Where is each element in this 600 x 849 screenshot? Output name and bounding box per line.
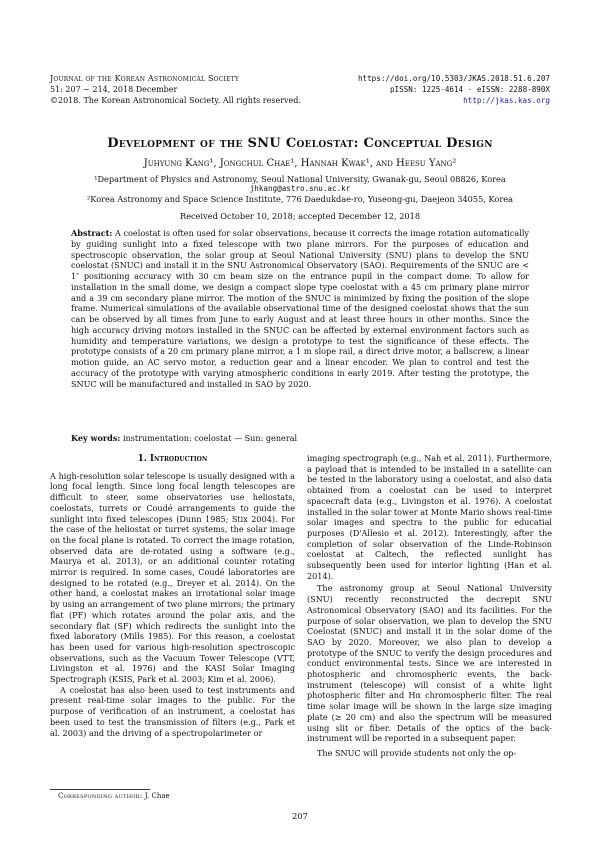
journal-header xyxy=(50,73,301,106)
keywords-label: Key words: xyxy=(71,433,121,443)
corresponding-author-note xyxy=(58,792,170,800)
journal-name: Journal of the Korean Astronomical Society xyxy=(50,74,240,83)
footnote-name: J. Chae xyxy=(144,792,170,800)
paragraph: A high-resolution solar telescope is usually designed with a long focal length. Since long focal length telescopes are difficult to steer, some observatories use heliostats, coelostats, turrets or Coudé arrangements to guide the sunlight into fixed telescopes (Dunn 1985; Stix 2004). For the case of the heliostat or turret systems, the solar image on the focal plane is rotated. To correct the image rotation, observed data are de-rotated using a software (e.g., Maurya et al. 2013), or an additional counter rotating mirror is required. In some cases, Coudé laboratories are designed to be rotated (e.g., Dreyer et al. 2014). On the other hand, a coelostat makes an irrotational solar image by using an arrangement of two plane mirrors; the primary flat (PF) which rotates around the polar axis, and the secondary flat (SF) which redirects the sunlight into the fixed laboratory (Mills 1985). For this reason, a coelostat has been used for various high-resolution spectroscopic observations, such as the Vacuum Tower Telescope (VTT, Livingston et al. 1976) and the KASI Solar Imaging Spectrograph (KSIS, Park et al. 2003; Kim et al. 2006). xyxy=(50,470,295,685)
right-column xyxy=(307,453,552,759)
footnote-label: Corresponding author: xyxy=(58,792,143,800)
affiliation-1: ¹Department of Physics and Astronomy, Seoul National University, Gwanak-gu, Seoul 08826, Korea xyxy=(94,174,506,184)
abstract xyxy=(71,228,529,389)
volume-line: 51: 207 ∼ 214, 2018 December xyxy=(50,85,178,94)
abstract-label: Abstract: xyxy=(71,228,113,238)
paragraph: The SNUC will provide students not only the op- xyxy=(317,747,517,758)
keywords-text: instrumentation: coelostat — Sun: general xyxy=(122,433,298,443)
author-email[interactable]: jhkang@astro.snu.ac.kr xyxy=(249,184,351,193)
doi-link[interactable]: https://doi.org/10.5303/JKAS.2018.51.6.207 xyxy=(357,74,550,83)
keywords xyxy=(71,433,529,443)
paragraph: imaging spectrograph (e.g., Nah et al. 2011). Furthermore, a payload that is intended to be installed in a satellite can be tested in the laboratory using a coelostat, and also data obtained from a coelostat can be used to interpret spacecraft data (e.g., Livingston et al. 1976). A coelostat installed in the solar tower at Monte Mario shows real-time solar images and spectra to the public for educatial purposes (D'Allesio et al. 2012). Interestingly, after the completion of solar observation of the Linde-Robinson coelostat at Caltech, the reflected sunlight has subsequently been used for interior lighting (Han et al. 2014). xyxy=(307,453,552,581)
paper-title: Development of the SNU Coelostat: Conceptual Design xyxy=(107,136,493,151)
left-column xyxy=(50,454,295,738)
affiliation-2: ²Korea Astronomy and Space Science Institute, 776 Daedukdae-ro, Yuseong-gu, Daejeon 34055, Korea xyxy=(87,194,513,204)
issn-line: pISSN: 1225-4614 · eISSN: 2288-890X xyxy=(389,85,550,94)
paragraph: The astronomy group at Seoul National University (SNU) recently reconstructed the decrepit SNU Astronomical Observatory (SAO) and its facilities. For the purpose of solar observation, we plan to develop the SNU Coelostat (SNUC) and install it in the solar dome of the SAO by 2020. Moreover, we also plan to develop a prototype of the SNUC to verify the design procedures and conduct environmental tests. Since we are interested in photospheric and chromospheric events, the back-instrument (telescope) will consist of a white light photospheric filter and Hα chromospheric filter. The real time solar image will be shown in the large size imaging plate (≥ 20 cm) and also the spectrum will be measured using slit or fiber. Details of the optics of the back-instrument will be reported in a subsequent paper. xyxy=(307,583,552,744)
doi-header xyxy=(358,73,550,106)
copyright-line: ©2018. The Korean Astronomical Society. All rights reserved. xyxy=(50,96,301,105)
journal-url-link[interactable]: http://jkas.kas.org xyxy=(463,96,550,105)
author-list: Juhyung Kang¹, Jongchul Chae¹, Hannah Kwak¹, and Heesu Yang² xyxy=(143,158,457,169)
abstract-text: A coelostat is often used for solar observations, because it corrects the image rotation automatically by guiding sunlight into a fixed telescope with two plane mirrors. For the purposes of education and spectroscopic observation, the solar group at Seoul National University (SNU) plans to develop the SNU coelostat (SNUC) and install it in the SNU Astronomical Observatory (SAO). Requirements of the SNUC are < 1″ positioning accuracy with 30 cm beam size on the entrance pupil in the compact dome. To allow for installation in the small dome, we design a compact slope type coelostat with a 45 cm primary plane mirror and a 39 cm secondary plane mirror. The motion of the SNUC is minimized by fixing the position of the slope frame. Numerical simulations of the available observational time of the designed coelostat shows that the sun can be observed by all times from June to early August and at least three hours in other months. Since the high accuracy driving motors installed in the SNUC can be affected by external environment factors such as humidity and temperature variations, we design a prototype to test the significance of these effects. The prototype consists of a 20 cm primary plane mirror, a 1 m slope rail, a direct drive motor, a ballscrew, a linear motion guide, an AC servo motor, a reduction gear and a linear encoder. We plan to control and test the accuracy of the prototype with varying atmospheric conditions in early 2019. After testing the prototype, the SNUC will be manufactured and installed in SAO by 2020. xyxy=(71,228,529,389)
section-heading: 1. Introduction xyxy=(137,454,208,464)
paragraph: A coelostat has also been used to test instruments and present real-time solar images to the public. For the purpose of verification of an instrument, a coelostat has been used to test the transmission of filters (e.g., Park et al. 2003) and the driving of a spectropolarimeter or xyxy=(50,684,295,738)
footnote-rule xyxy=(50,789,150,790)
received-date: Received October 10, 2018; accepted December 12, 2018 xyxy=(179,211,421,221)
page-number: 207 xyxy=(292,811,308,821)
